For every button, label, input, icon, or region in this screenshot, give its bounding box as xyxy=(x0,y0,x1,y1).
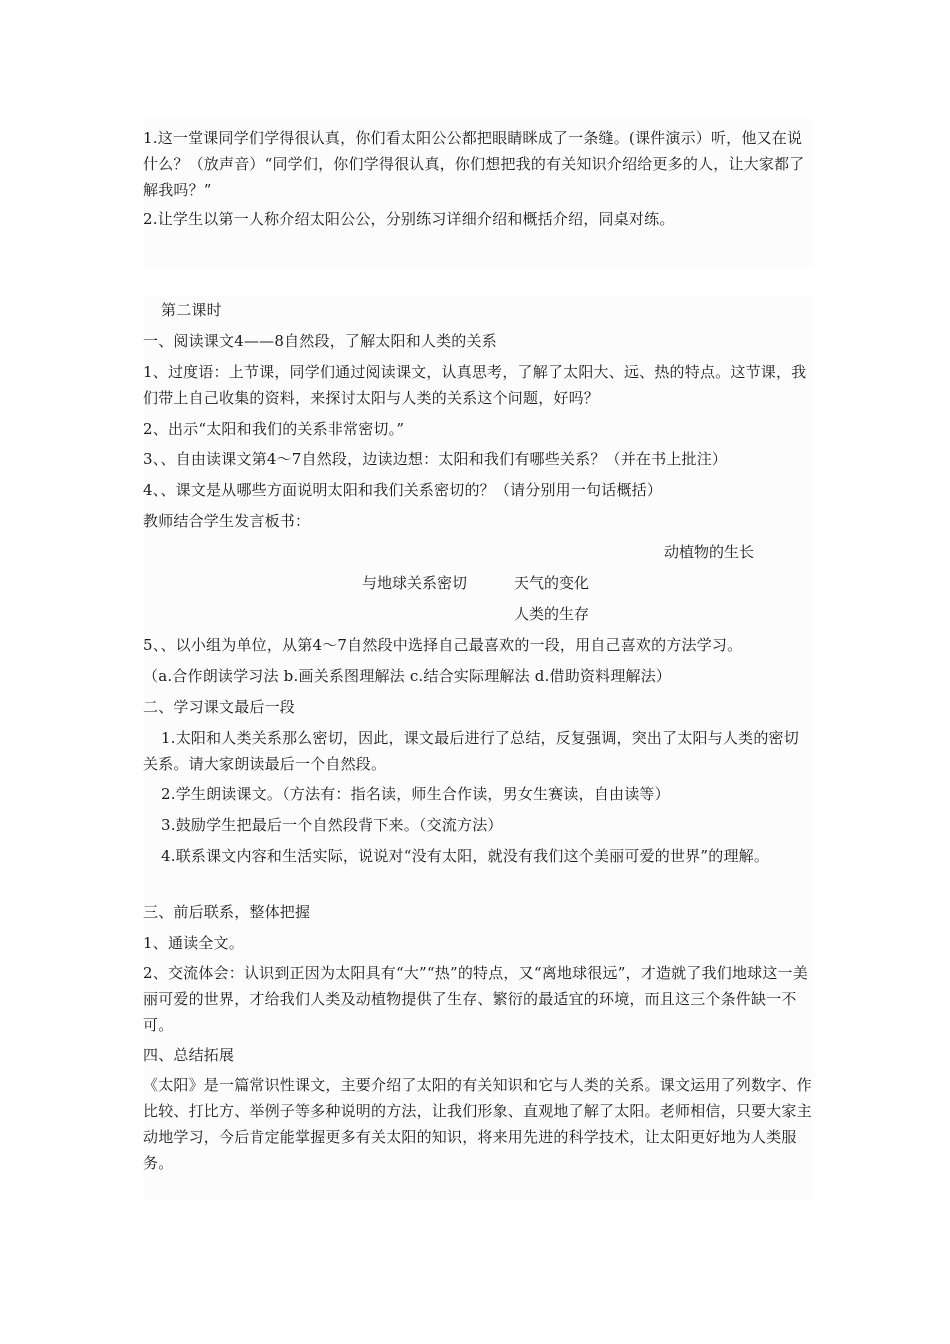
part-one-item-2: 2.让学生以第一人称介绍太阳公公，分别练习详细介绍和概括介绍，同桌对练。 xyxy=(143,210,675,228)
board-root: 与地球关系密切 xyxy=(362,574,468,592)
section-1-paragraph-4: 4、、课文是从哪些方面说明太阳和我们关系密切的？（请分别用一句话概括） xyxy=(143,481,663,499)
section-4-heading: 四、总结拓展 xyxy=(143,1046,235,1064)
section-1-paragraph-6: 5、、以小组为单位，从第4～7自然段中选择自己最喜欢的一段，用自己喜欢的方法学习。 xyxy=(143,636,743,654)
section-1-paragraph-1: 1、过度语：上节课，同学们通过阅读课文，认真思考，了解了太阳大、远、热的特点。这节课，我们带上自己收集的资料，来探讨太阳与人类的关系这个问题，好吗？ xyxy=(143,363,807,407)
section-2-heading: 二、学习课文最后一段 xyxy=(143,698,296,716)
board-branch-plants: 动植物的生长 xyxy=(664,543,755,561)
section-1-heading: 一、阅读课文4——8自然段，了解太阳和人类的关系 xyxy=(143,332,497,350)
part-one-item-1: 1.这一堂课同学们学得很认真，你们看太阳公公都把眼睛眯成了一条缝。(课件演示）听，他又在说什么？（放声音）“同学们，你们学得很认真，你们想把我的有关知识介绍给更多的人，让大家都了解我吗？” xyxy=(143,129,805,199)
section-1-paragraph-2: 2、出示“太阳和我们的关系非常密切。” xyxy=(143,420,405,438)
section-4-paragraph-1: 《太阳》是一篇常识性课文，主要介绍了太阳的有关知识和它与人类的关系。课文运用了列数字、作比较、打比方、举例子等多种说明的方法，让我们形象、直观地了解了太阳。老师相信，只要大家主动地学习，今后肯定能掌握更多有关太阳的知识，将来用先进的科学技术，让太阳更好地为人类服务。 xyxy=(143,1076,812,1172)
board-branch-weather: 天气的变化 xyxy=(514,574,590,592)
section-1-paragraph-7: （a.合作朗读学习法 b.画关系图理解法 c.结合实际理解法 d.借助资料理解法） xyxy=(143,667,672,685)
section-2-paragraph-1: 1.太阳和人类关系那么密切，因此，课文最后进行了总结，反复强调，突出了太阳与人类的密切关系。请大家朗读最后一个自然段。 xyxy=(143,729,799,773)
section-2-paragraph-3: 3.鼓励学生把最后一个自然段背下来。（交流方法） xyxy=(161,816,503,834)
lesson-title: 第二课时 xyxy=(161,301,222,319)
section-2-paragraph-2: 2.学生朗读课文。（方法有：指名读，师生合作读，男女生赛读，自由读等） xyxy=(161,785,670,803)
board-branch-humans: 人类的生存 xyxy=(514,605,590,623)
section-2-paragraph-4: 4.联系课文内容和生活实际，说说对“没有太阳，就没有我们这个美丽可爱的世界”的理解。 xyxy=(161,847,770,865)
section-1-paragraph-5: 教师结合学生发言板书： xyxy=(143,512,311,530)
section-1-paragraph-3: 3、、自由读课文第4～7自然段，边读边想：太阳和我们有哪些关系？（并在书上批注） xyxy=(143,450,728,468)
section-3-paragraph-2: 2、交流体会：认识到正因为太阳具有“大”“热”的特点，又“离地球很远”，才造就了我们地球这一美丽可爱的世界，才给我们人类及动植物提供了生存、繁衍的最适宜的环境，而且这三个条件缺一不可。 xyxy=(143,964,808,1034)
section-3-heading: 三、前后联系，整体把握 xyxy=(143,903,311,921)
section-3-paragraph-1: 1、通读全文。 xyxy=(143,934,244,952)
